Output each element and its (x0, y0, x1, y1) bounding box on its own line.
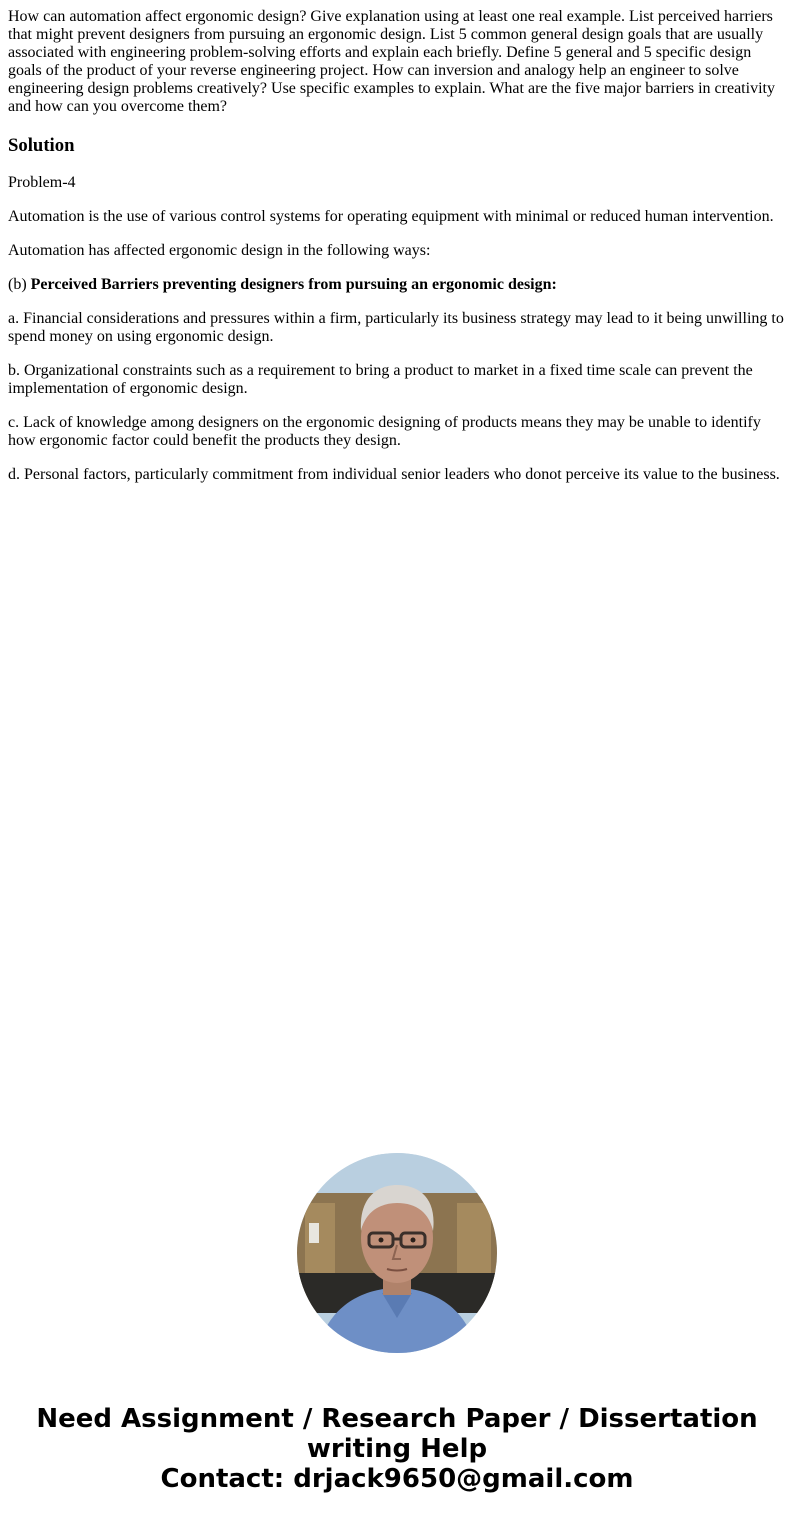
question-text: How can automation affect ergonomic design? Give explanation using at least one real example. List perceived harriers that might prevent designers from pursuing an ergonomic design. List 5 common general design goals that are usually associated with engineering problem-solving efforts and explain each briefly. Define 5 general and 5 specific design goals of the product of your reverse engineering project. How can inversion and analogy help an engineer to solve engineering design problems creatively? Use specific examples to explain. What are the five major barriers in creativity and how can you overcome them? (8, 8, 775, 115)
promo-line-1: Need Assignment / Research Paper / Dissertation (36, 1404, 758, 1434)
automation-affected-intro: Automation has affected ergonomic design in the following ways: (8, 242, 431, 259)
barriers-heading: Perceived Barriers preventing designers from pursuing an ergonomic design: (30, 276, 557, 293)
person-portrait-icon (297, 1153, 497, 1353)
automation-definition: Automation is the use of various control systems for operating equipment with minimal or reduced human intervention. (8, 208, 774, 225)
solution-heading: Solution (8, 135, 75, 156)
problem-label: Problem-4 (8, 174, 76, 191)
barriers-prefix: (b) (8, 276, 31, 293)
document-content (8, 8, 786, 484)
barriers-heading-line (8, 276, 786, 294)
author-avatar (297, 1153, 497, 1353)
barrier-item: d. Personal factors, particularly commitment from individual senior leaders who donot perceive its value to the business. (8, 466, 780, 483)
promo-banner (0, 1404, 794, 1494)
promo-contact: Contact: drjack9650@gmail.com (160, 1464, 634, 1494)
barrier-item: c. Lack of knowledge among designers on the ergonomic designing of products means they may be unable to identify how ergonomic factor could benefit the products they design. (8, 414, 761, 449)
barrier-item: a. Financial considerations and pressures within a firm, particularly its business strategy may lead to it being unwilling to spend money on using ergonomic design. (8, 310, 784, 345)
promo-line-2: writing Help (306, 1434, 488, 1464)
barrier-item: b. Organizational constraints such as a requirement to bring a product to market in a fixed time scale can prevent the implementation of ergonomic design. (8, 362, 753, 397)
